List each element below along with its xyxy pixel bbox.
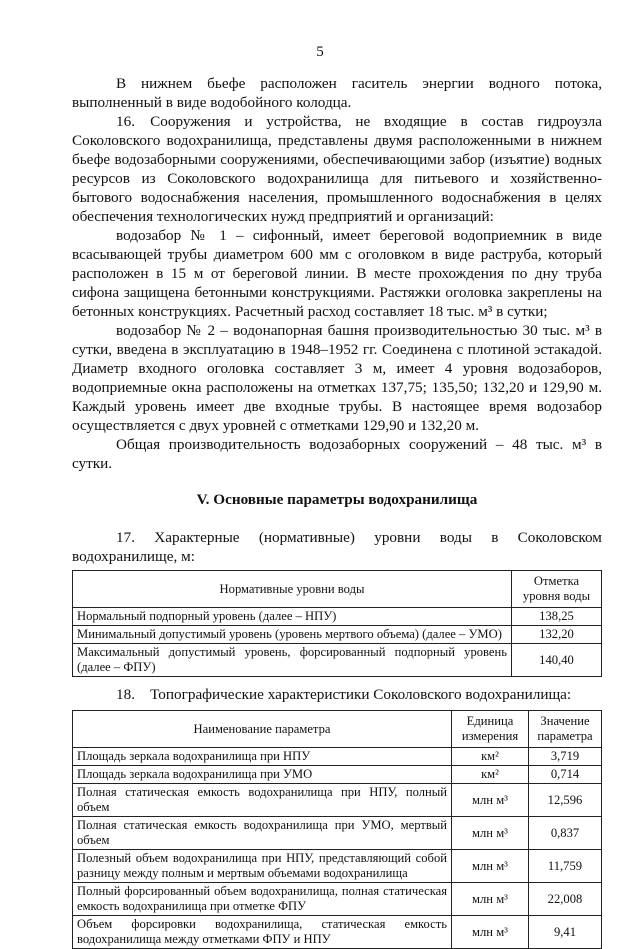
- item-17-word: воды: [439, 529, 472, 546]
- item-17-word: в: [491, 529, 499, 546]
- item-17-first-line: [72, 528, 602, 547]
- table-header: Значение параметра: [529, 711, 602, 748]
- table-cell: Полезный объем водохранилища при НПУ, представляющий собой разницу между полным и мертвым объемами водохранилища: [73, 850, 452, 883]
- table-cell: 132,20: [512, 626, 602, 644]
- table-cell: 9,41: [529, 916, 602, 949]
- table-row: [73, 850, 602, 883]
- table-cell: млн м³: [452, 850, 529, 883]
- table-cell: км²: [452, 748, 529, 766]
- table-cell: Площадь зеркала водохранилища при УМО: [73, 766, 452, 784]
- paragraph-intake-2: водозабор № 2 – водонапорная башня производительностью 30 тыс. м³ в сутки, введена в эксплуатацию в 1948–1952 гг. Соединена с плотиной эстакадой. Диаметр входного оголовка составляет 3 м, имеет 4 уровня водозаборов, водоприемные окна расположены на отметках 137,75; 135,50; 132,20 и 129,90 м. Каждый уровень имеет две входные трубы. В настоящее время водозабор осуществляется с двух уровней с отметками 129,90 и 132,20 м.: [72, 322, 602, 434]
- table-cell: 11,759: [529, 850, 602, 883]
- table-row: [73, 784, 602, 817]
- table-header-row: [73, 711, 602, 748]
- table-header-row: [73, 571, 602, 608]
- table-header: Отметка уровня воды: [512, 571, 602, 608]
- table-row: [73, 626, 602, 644]
- item-17-word: уровни: [374, 529, 421, 546]
- section-heading: V. Основные параметры водохранилища: [196, 491, 478, 508]
- table-row: [73, 748, 602, 766]
- item-17-word: (нормативные): [258, 529, 355, 546]
- table-row: [73, 916, 602, 949]
- table-header: Единица измерения: [452, 711, 529, 748]
- document-body: [72, 74, 602, 949]
- table-row: [73, 766, 602, 784]
- table-cell: 0,837: [529, 817, 602, 850]
- water-levels-table: [72, 570, 602, 677]
- table-cell: 3,719: [529, 748, 602, 766]
- item-17-word: 17.: [116, 529, 135, 546]
- table-row: [73, 817, 602, 850]
- table-cell: Площадь зеркала водохранилища при НПУ: [73, 748, 452, 766]
- item-17-second-line: водохранилище, м:: [72, 548, 195, 565]
- paragraph-total-capacity: Общая производительность водозаборных сооружений – 48 тыс. м³ в сутки.: [72, 436, 602, 472]
- page-number: 5: [316, 44, 324, 60]
- table-row: [73, 608, 602, 626]
- table-cell: 140,40: [512, 644, 602, 677]
- item-17-word: Соколовском: [517, 529, 602, 546]
- table-cell: Минимальный допустимый уровень (уровень мертвого объема) (далее – УМО): [73, 626, 512, 644]
- table-cell: 12,596: [529, 784, 602, 817]
- table-cell: млн м³: [452, 883, 529, 916]
- item-17-word: Характерные: [154, 529, 240, 546]
- table-cell: 138,25: [512, 608, 602, 626]
- paragraph-item-16: 16. Сооружения и устройства, не входящие в состав гидроузла Соколовского водохранилища, представлены двумя расположенными в нижнем бьефе водозаборными сооружениями, обеспечивающими забор (изъятие) водных ресурсов из Соколовского водохранилища для питьевого и хозяйственно-бытового водоснабжения населения, промышленного водоснабжения в целях обеспечения технологических нужд предприятий и организаций:: [72, 113, 602, 225]
- table-cell: Полная статическая емкость водохранилища при УМО, мертвый объем: [73, 817, 452, 850]
- table-cell: млн м³: [452, 784, 529, 817]
- table-cell: млн м³: [452, 817, 529, 850]
- paragraph-stilling-basin: В нижнем бьефе расположен гаситель энергии водного потока, выполненный в виде водобойного колодца.: [72, 75, 602, 111]
- table-cell: 0,714: [529, 766, 602, 784]
- table-cell: Нормальный подпорный уровень (далее – НПУ): [73, 608, 512, 626]
- table-cell: Максимальный допустимый уровень, форсированный подпорный уровень (далее – ФПУ): [73, 644, 512, 677]
- table-header: Нормативные уровни воды: [73, 571, 512, 608]
- table-row: [73, 883, 602, 916]
- table-header: Наименование параметра: [73, 711, 452, 748]
- table-cell: Объем форсировки водохранилища, статическая емкость водохранилища между отметками ФПУ и НПУ: [73, 916, 452, 949]
- table-cell: Полный форсированный объем водохранилища, полная статическая емкость водохранилища при отметке ФПУ: [73, 883, 452, 916]
- table-row: [73, 644, 602, 677]
- paragraph-intake-1: водозабор № 1 – сифонный, имеет береговой водоприемник в виде всасывающей трубы диаметром 600 мм с оголовком в виде раструба, который расположен в 15 м от береговой линии. В месте прохождения по дну труба сифона защищена бетонными конструкциями. Растяжки оголовка закреплены на бетонных конструкциях. Расчетный расход составляет 18 тыс. м³ в сутки;: [72, 227, 602, 320]
- table-cell: Полная статическая емкость водохранилища при НПУ, полный объем: [73, 784, 452, 817]
- table-cell: млн м³: [452, 916, 529, 949]
- item-18-caption: 18. Топографические характеристики Соколовского водохранилища:: [116, 686, 572, 703]
- topographic-table: [72, 710, 602, 949]
- table-cell: 22,008: [529, 883, 602, 916]
- table-cell: км²: [452, 766, 529, 784]
